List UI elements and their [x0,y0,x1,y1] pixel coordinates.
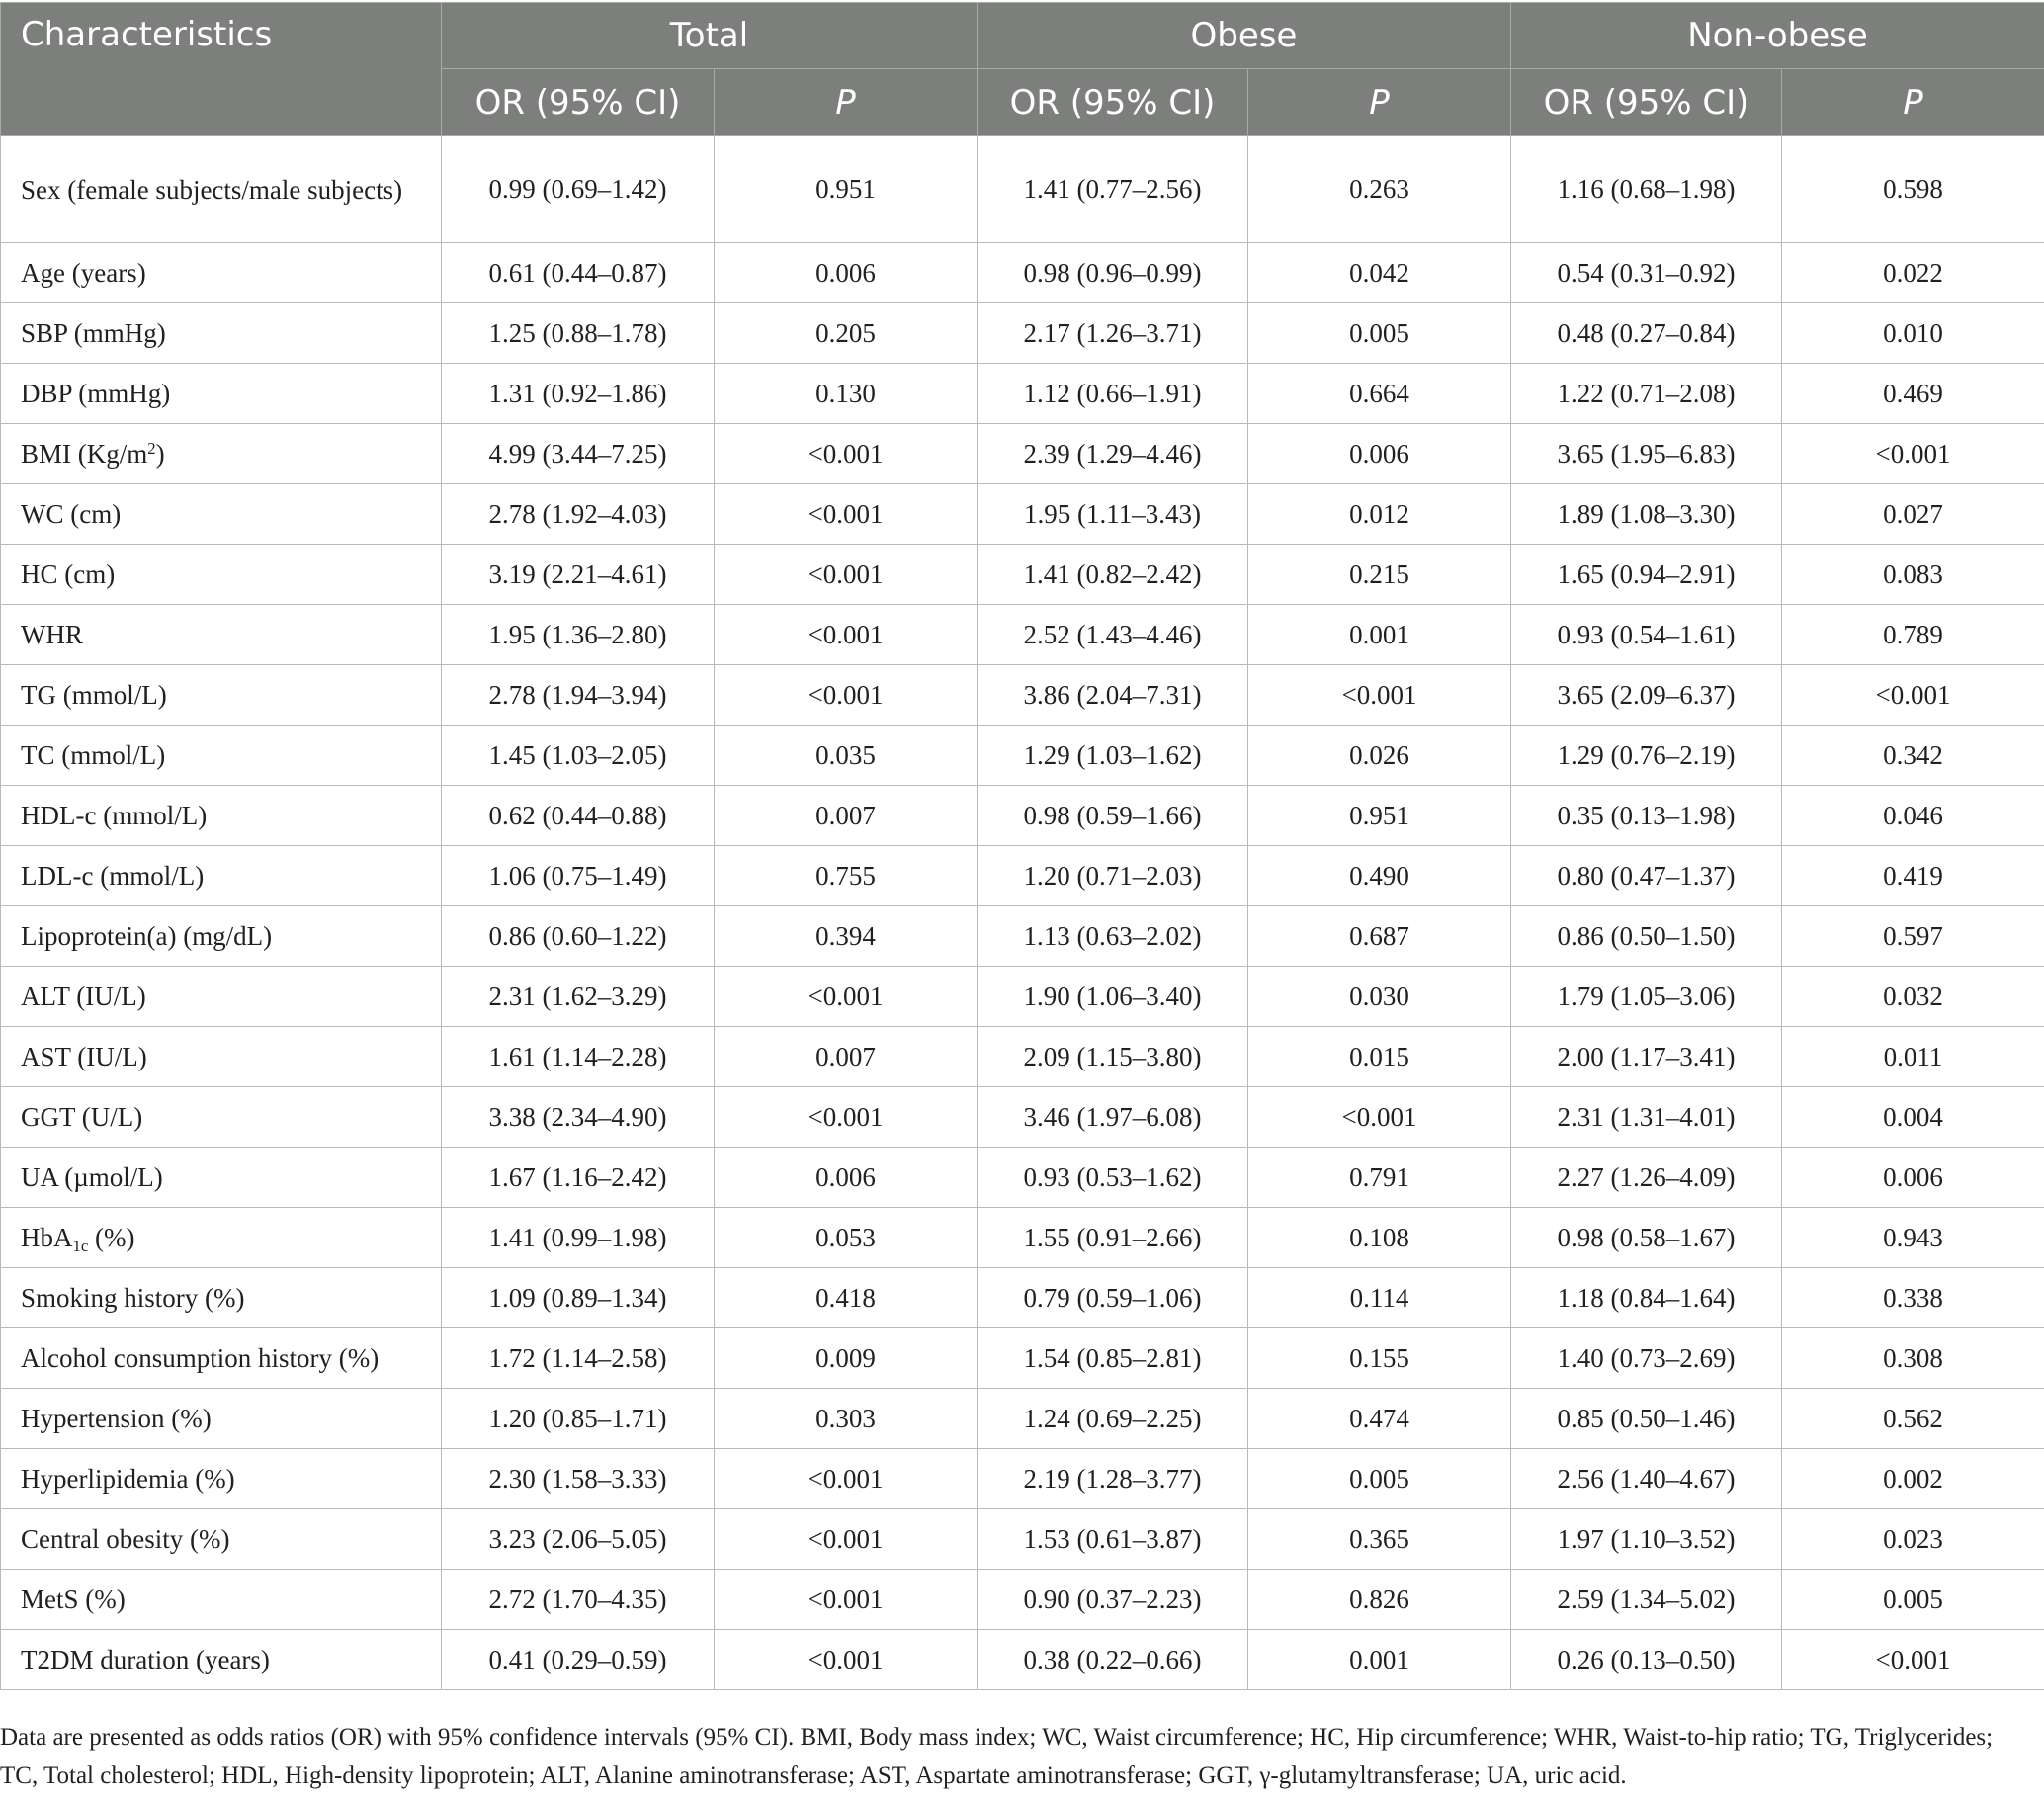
total-p-header: P [715,69,978,136]
obese-p-cell: 0.155 [1248,1328,1511,1389]
non-obese-or-cell: 1.79 (1.05–3.06) [1511,967,1782,1027]
total-p-cell: <0.001 [715,1570,978,1630]
total-p-cell: <0.001 [715,1087,978,1148]
obese-p-cell: 0.015 [1248,1027,1511,1087]
odds-ratio-table [0,2,2044,1690]
total-p-cell: 0.755 [715,846,978,906]
non-obese-p-cell: 0.010 [1782,303,2044,364]
obese-p-cell: 0.791 [1248,1148,1511,1208]
obese-or-cell: 1.29 (1.03–1.62) [978,726,1248,786]
group-header-total: Total [442,3,978,69]
total-p-cell: <0.001 [715,605,978,665]
non-obese-p-cell: 0.046 [1782,786,2044,846]
non-obese-or-cell: 2.56 (1.40–4.67) [1511,1449,1782,1509]
row-label: SBP (mmHg) [1,303,442,364]
obese-p-cell: 0.365 [1248,1509,1511,1570]
table-row [1,243,2044,303]
row-label: ALT (IU/L) [1,967,442,1027]
obese-p-cell: 0.012 [1248,484,1511,545]
group-header-non-obese: Non-obese [1511,3,2044,69]
table-row [1,786,2044,846]
non-obese-p-cell: 0.562 [1782,1389,2044,1449]
non-obese-or-cell: 0.35 (0.13–1.98) [1511,786,1782,846]
table-row [1,1148,2044,1208]
row-label: HDL-c (mmol/L) [1,786,442,846]
row-label: DBP (mmHg) [1,364,442,424]
table-row [1,364,2044,424]
total-p-cell: 0.035 [715,726,978,786]
subscript: 1c [72,1237,89,1256]
row-label: Hyperlipidemia (%) [1,1449,442,1509]
obese-p-cell: <0.001 [1248,1087,1511,1148]
table-row [1,1570,2044,1630]
table-row [1,665,2044,726]
obese-p-header: P [1248,69,1511,136]
non-obese-or-cell: 0.80 (0.47–1.37) [1511,846,1782,906]
obese-p-cell: 0.474 [1248,1389,1511,1449]
table-row [1,424,2044,484]
obese-or-cell: 3.46 (1.97–6.08) [978,1087,1248,1148]
table-row [1,545,2044,605]
obese-or-cell: 0.79 (0.59–1.06) [978,1268,1248,1328]
row-label: AST (IU/L) [1,1027,442,1087]
total-or-cell: 0.86 (0.60–1.22) [442,906,715,967]
obese-or-cell: 1.13 (0.63–2.02) [978,906,1248,967]
total-p-cell: 0.006 [715,1148,978,1208]
total-p-cell: 0.006 [715,243,978,303]
row-label: Smoking history (%) [1,1268,442,1328]
non-obese-or-cell: 2.59 (1.34–5.02) [1511,1570,1782,1630]
total-or-cell: 1.72 (1.14–2.58) [442,1328,715,1389]
non-obese-or-cell: 1.22 (0.71–2.08) [1511,364,1782,424]
row-label: BMI $(Kg/m^2)$ [1,424,442,484]
obese-or-cell: 0.98 (0.59–1.66) [978,786,1248,846]
row-label: TG (mmol/L) [1,665,442,726]
table-row [1,1208,2044,1268]
non-obese-or-cell: 1.18 (0.84–1.64) [1511,1268,1782,1328]
obese-p-cell: 0.001 [1248,1630,1511,1690]
obese-p-cell: 0.114 [1248,1268,1511,1328]
obese-p-cell: 0.006 [1248,424,1511,484]
non-obese-p-cell: 0.032 [1782,967,2044,1027]
table-row [1,906,2044,967]
non-obese-p-cell: 0.023 [1782,1509,2044,1570]
table-row [1,1027,2044,1087]
total-p-cell: 0.130 [715,364,978,424]
row-label: Alcohol consumption history (%) [1,1328,442,1389]
group-header-obese: Obese [978,3,1511,69]
obese-or-cell: 0.90 (0.37–2.23) [978,1570,1248,1630]
table-header [1,3,2044,136]
total-or-cell: 2.30 (1.58–3.33) [442,1449,715,1509]
table-row [1,1328,2044,1389]
non-obese-p-cell: <0.001 [1782,424,2044,484]
non-obese-p-cell: 0.419 [1782,846,2044,906]
total-or-cell: 3.38 (2.34–4.90) [442,1087,715,1148]
obese-or-cell: 1.20 (0.71–2.03) [978,846,1248,906]
table-row [1,1630,2044,1690]
header-row-groups [1,3,2044,69]
non-obese-p-cell: 0.005 [1782,1570,2044,1630]
table-row [1,1268,2044,1328]
total-or-cell: 1.31 (0.92–1.86) [442,364,715,424]
non-obese-or-cell: 0.54 (0.31–0.92) [1511,243,1782,303]
non-obese-p-header: P [1782,69,2044,136]
non-obese-or-cell: 3.65 (1.95–6.83) [1511,424,1782,484]
total-or-cell: 2.78 (1.92–4.03) [442,484,715,545]
obese-p-cell: 0.664 [1248,364,1511,424]
row-label: Lipoprotein(a) (mg/dL) [1,906,442,967]
row-label: UA (µmol/L) [1,1148,442,1208]
table-row [1,303,2044,364]
obese-p-cell: 0.001 [1248,605,1511,665]
row-label: Hypertension (%) [1,1389,442,1449]
table-row [1,136,2044,243]
non-obese-or-cell: 0.26 (0.13–0.50) [1511,1630,1782,1690]
total-or-cell: 1.67 (1.16–2.42) [442,1148,715,1208]
non-obese-p-cell: 0.342 [1782,726,2044,786]
non-obese-p-cell: 0.002 [1782,1449,2044,1509]
obese-p-cell: 0.490 [1248,846,1511,906]
total-p-cell: 0.394 [715,906,978,967]
non-obese-p-cell: 0.597 [1782,906,2044,967]
non-obese-or-cell: 2.27 (1.26–4.09) [1511,1148,1782,1208]
total-or-cell: 0.41 (0.29–0.59) [442,1630,715,1690]
non-obese-or-cell: 0.93 (0.54–1.61) [1511,605,1782,665]
total-or-cell: 2.78 (1.94–3.94) [442,665,715,726]
non-obese-p-cell: <0.001 [1782,665,2044,726]
row-label: GGT (U/L) [1,1087,442,1148]
obese-p-cell: 0.951 [1248,786,1511,846]
obese-or-cell: 0.38 (0.22–0.66) [978,1630,1248,1690]
total-p-cell: <0.001 [715,665,978,726]
non-obese-or-cell: 1.97 (1.10–3.52) [1511,1509,1782,1570]
non-obese-or-header: OR (95% CI) [1511,69,1782,136]
total-or-cell: 1.09 (0.89–1.34) [442,1268,715,1328]
row-label: TC (mmol/L) [1,726,442,786]
total-or-cell: 1.25 (0.88–1.78) [442,303,715,364]
obese-or-cell: 1.55 (0.91–2.66) [978,1208,1248,1268]
obese-or-cell: 1.41 (0.77–2.56) [978,136,1248,243]
total-or-header: OR (95% CI) [442,69,715,136]
total-p-cell: 0.951 [715,136,978,243]
non-obese-or-cell: 0.98 (0.58–1.67) [1511,1208,1782,1268]
non-obese-or-cell: 1.65 (0.94–2.91) [1511,545,1782,605]
obese-p-cell: 0.215 [1248,545,1511,605]
total-p-cell: 0.009 [715,1328,978,1389]
row-label: MetS (%) [1,1570,442,1630]
non-obese-or-cell: 3.65 (2.09–6.37) [1511,665,1782,726]
characteristics-header: Characteristics [1,3,442,136]
total-or-cell: 0.99 (0.69–1.42) [442,136,715,243]
row-label: HbA$_{1c}$ (%) [1,1208,442,1268]
non-obese-p-cell: 0.469 [1782,364,2044,424]
total-p-cell: 0.205 [715,303,978,364]
total-or-cell: 2.31 (1.62–3.29) [442,967,715,1027]
obese-or-cell: 1.95 (1.11–3.43) [978,484,1248,545]
obese-or-cell: 2.19 (1.28–3.77) [978,1449,1248,1509]
obese-or-cell: 1.12 (0.66–1.91) [978,364,1248,424]
non-obese-or-cell: 0.48 (0.27–0.84) [1511,303,1782,364]
obese-or-cell: 1.53 (0.61–3.87) [978,1509,1248,1570]
row-label: T2DM duration (years) [1,1630,442,1690]
non-obese-p-cell: 0.338 [1782,1268,2044,1328]
total-or-cell: 3.19 (2.21–4.61) [442,545,715,605]
total-p-cell: <0.001 [715,484,978,545]
total-or-cell: 2.72 (1.70–4.35) [442,1570,715,1630]
obese-or-cell: 2.09 (1.15–3.80) [978,1027,1248,1087]
total-p-cell: 0.007 [715,786,978,846]
table-row [1,726,2044,786]
table-row [1,1087,2044,1148]
obese-p-cell: 0.108 [1248,1208,1511,1268]
obese-or-cell: 3.86 (2.04–7.31) [978,665,1248,726]
table-row [1,605,2044,665]
total-or-cell: 0.62 (0.44–0.88) [442,786,715,846]
total-p-cell: 0.418 [715,1268,978,1328]
non-obese-or-cell: 0.86 (0.50–1.50) [1511,906,1782,967]
total-p-cell: 0.303 [715,1389,978,1449]
row-label: Age (years) [1,243,442,303]
table-container [0,2,2044,1690]
non-obese-p-cell: 0.022 [1782,243,2044,303]
table-row [1,484,2044,545]
non-obese-or-cell: 1.89 (1.08–3.30) [1511,484,1782,545]
superscript: 2 [147,438,156,458]
total-or-cell: 1.20 (0.85–1.71) [442,1389,715,1449]
non-obese-or-cell: 1.16 (0.68–1.98) [1511,136,1782,243]
table-row [1,846,2044,906]
total-or-cell: 1.95 (1.36–2.80) [442,605,715,665]
total-p-cell: 0.053 [715,1208,978,1268]
total-p-cell: <0.001 [715,545,978,605]
obese-p-cell: 0.042 [1248,243,1511,303]
obese-p-cell: 0.826 [1248,1570,1511,1630]
total-or-cell: 4.99 (3.44–7.25) [442,424,715,484]
obese-or-cell: 2.39 (1.29–4.46) [978,424,1248,484]
table-footnote: Data are presented as odds ratios (OR) with 95% confidence intervals (95% CI). BMI, Body mass index; WC, Waist circumference; HC, Hip circumference; WHR, Waist-to-hip ratio; TG, Triglycerides; TC, Total cholesterol; HDL, High-density lipoprotein; ALT, Alanine aminotransferase; AST, Aspartate aminotransferase; GGT, γ-glutamyltransferase; UA, uric acid. [0,1724,1994,1789]
total-p-cell: <0.001 [715,1630,978,1690]
obese-p-cell: 0.687 [1248,906,1511,967]
row-label: WC (cm) [1,484,442,545]
obese-p-cell: 0.026 [1248,726,1511,786]
obese-or-cell: 2.17 (1.26–3.71) [978,303,1248,364]
obese-p-cell: 0.263 [1248,136,1511,243]
non-obese-p-cell: 0.006 [1782,1148,2044,1208]
non-obese-or-cell: 1.40 (0.73–2.69) [1511,1328,1782,1389]
obese-or-cell: 2.52 (1.43–4.46) [978,605,1248,665]
total-or-cell: 1.61 (1.14–2.28) [442,1027,715,1087]
row-label: WHR [1,605,442,665]
total-or-cell: 0.61 (0.44–0.87) [442,243,715,303]
non-obese-p-cell: 0.789 [1782,605,2044,665]
total-or-cell: 1.41 (0.99–1.98) [442,1208,715,1268]
non-obese-or-cell: 1.29 (0.76–2.19) [1511,726,1782,786]
obese-p-cell: 0.005 [1248,303,1511,364]
obese-p-cell: 0.005 [1248,1449,1511,1509]
table-row [1,1449,2044,1509]
row-label: HC (cm) [1,545,442,605]
non-obese-p-cell: 0.004 [1782,1087,2044,1148]
obese-or-cell: 0.98 (0.96–0.99) [978,243,1248,303]
obese-or-cell: 0.93 (0.53–1.62) [978,1148,1248,1208]
non-obese-or-cell: 2.00 (1.17–3.41) [1511,1027,1782,1087]
non-obese-p-cell: 0.308 [1782,1328,2044,1389]
table-body [1,136,2044,1690]
total-p-cell: <0.001 [715,424,978,484]
total-or-cell: 1.45 (1.03–2.05) [442,726,715,786]
non-obese-p-cell: 0.598 [1782,136,2044,243]
total-p-cell: <0.001 [715,1509,978,1570]
non-obese-p-cell: 0.011 [1782,1027,2044,1087]
total-p-cell: <0.001 [715,1449,978,1509]
row-label: Sex (female subjects/male subjects) [1,136,442,243]
obese-or-cell: 1.24 (0.69–2.25) [978,1389,1248,1449]
total-p-cell: <0.001 [715,967,978,1027]
non-obese-or-cell: 0.85 (0.50–1.46) [1511,1389,1782,1449]
total-or-cell: 1.06 (0.75–1.49) [442,846,715,906]
non-obese-or-cell: 2.31 (1.31–4.01) [1511,1087,1782,1148]
total-or-cell: 3.23 (2.06–5.05) [442,1509,715,1570]
obese-p-cell: 0.030 [1248,967,1511,1027]
non-obese-p-cell: 0.943 [1782,1208,2044,1268]
obese-p-cell: <0.001 [1248,665,1511,726]
table-row [1,1509,2044,1570]
row-label: Central obesity (%) [1,1509,442,1570]
obese-or-cell: 1.54 (0.85–2.81) [978,1328,1248,1389]
obese-or-cell: 1.41 (0.82–2.42) [978,545,1248,605]
obese-or-cell: 1.90 (1.06–3.40) [978,967,1248,1027]
non-obese-p-cell: 0.083 [1782,545,2044,605]
table-row [1,1389,2044,1449]
total-p-cell: 0.007 [715,1027,978,1087]
row-label: LDL-c (mmol/L) [1,846,442,906]
obese-or-header: OR (95% CI) [978,69,1248,136]
non-obese-p-cell: 0.027 [1782,484,2044,545]
non-obese-p-cell: <0.001 [1782,1630,2044,1690]
table-row [1,967,2044,1027]
